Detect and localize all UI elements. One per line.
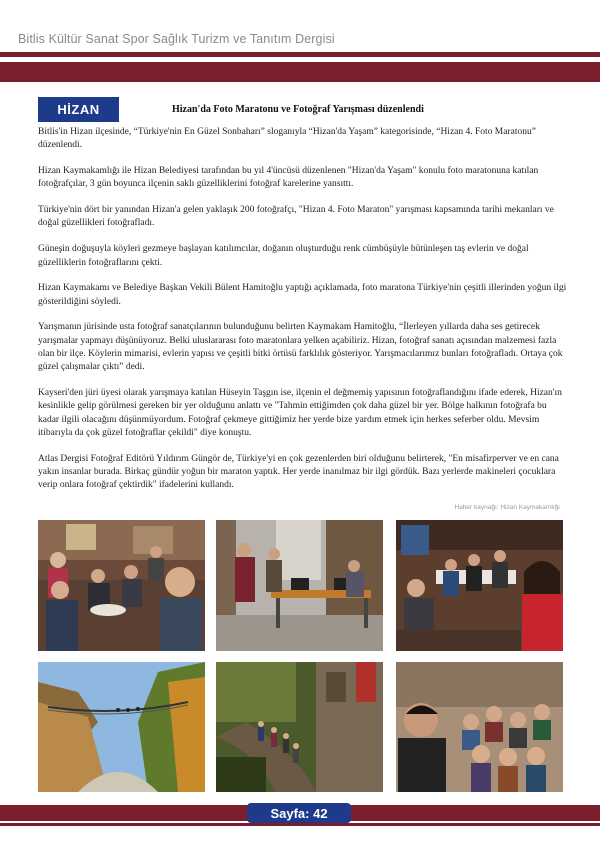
article-paragraph: Yarışmanın jürisinde usta fotoğraf sanatçılarının bulunduğunu belirten Kaymakam Hamitoğlu, “İlerleyen yıllarda daha ses getirecek yarışmalar yapmayı düşünüyoruz. Belki uluslararası foto maratonlara yelken açabiliriz. Hizan, fotoğraf sanatı açısından malzemesi fazla olan bir ilçe. Köylerin mimarisi, evlerin yapısı ve çeşitli bitki örtüsü farklılık gösteriyor. Yarışmacılarımız bunları fotoğrafladı. Ortaya çok güzel çalışmalar çıktı” dedi. (38, 322, 563, 373)
article-paragraph: Hizan Kaymakamlığı ile Hizan Belediyesi tarafından bu yıl 4'üncüsü düzenlenen "Hizan'da Yaşam" konulu foto maratonuna katılan fotoğrafçılar, 3 gün boyunca ilçenin saklı güzelliklerini fotoğraf karelerine yansıttı. (38, 166, 539, 190)
footer-thin-bar (0, 823, 600, 826)
header-thin-bar (0, 52, 600, 57)
article-paragraph: Hizan Kaymakamı ve Belediye Başkan Vekili Bülent Hamitoğlu yaptığı açıklamada, foto maratona Türkiye'nin çeşitli illerinden yoğun ilgi gösterildiğini söyledi. (38, 283, 567, 307)
group-selfie-photo (38, 520, 205, 651)
article-paragraph: Türkiye'nin dört bir yanından Hizan'a gelen yaklaşık 200 fotoğrafçı, "Hizan 4. Foto Maraton" yarışması kapsamında tarihi mekanları ve doğal güzellikleri fotoğrafladı. (38, 205, 554, 229)
article-paragraph: Bitlis'in Hizan ilçesinde, “Türkiye'nin En Güzel Sonbaharı” sloganıyla “Hizan'da Yaşam” kategorisinde, “Hizan 4. Foto Maratonu” düzenlendi. (38, 127, 536, 151)
suspension-bridge-photo (38, 662, 205, 792)
article-paragraph: Güneşin doğuşuyla köyleri gezmeye başlayan katılımcılar, doğanın oluşturduğu renk cümbüşüyle bütünleşen taş evlerin ve doğal güzelliklerin fotoğraflarını çekti. (38, 244, 529, 268)
page-number: Sayfa: 42 (247, 803, 351, 823)
article-body (38, 126, 568, 505)
news-source: Haber kaynağı: Hizan Kaymakamlığı (454, 504, 560, 511)
meeting-group-photo (396, 520, 563, 651)
section-tag: HİZAN (38, 97, 119, 122)
magazine-title: Bitlis Kültür Sanat Spor Sağlık Turizm ve Tanıtım Dergisi (18, 32, 335, 46)
article-paragraph: Atlas Dergisi Fotoğraf Editörü Yıldırım Güngör de, Türkiye'yi en çok gezenlerden biri olduğunu belirterek, "En misafirperver ve en cana yakın insanlar burada. Birkaç gündür yoğun bir maraton yaptık. Her yerde inanılmaz bir ilgi gördük. Bazı yerlerde makineleri çocuklara verip onlara fotoğraf çektirdik" ifadelerini kullandı. (38, 453, 559, 491)
article-paragraph: Kayseri'den jüri üyesi olarak yarışmaya katılan Hüseyin Taşgın ise, ilçenin el değmemiş yapısının fotoğraflandığını ifade ederek, Hizan'ın kesinlikle gelip görülmesi gereken bir yer olduğunu anlattı ve "Tahmin ettiğimden çok daha güzel bir yer. Bölge halkının fotoğrafa bu kadar ilgili olacağını düşünmüyordum. Fotoğraf çekmeye gittiğimiz her yerde bize yardım etmek için herkes seferber oldu. Mevsim itibarıyla da çok güzel fotoğraflar çekildi" diye konuştu. (38, 388, 562, 439)
village-path-photo (216, 662, 383, 792)
header-thick-bar (0, 62, 600, 82)
children-selfie-photo (396, 662, 563, 792)
workshop-room-photo (216, 520, 383, 651)
article-title: Hizan'da Foto Maratonu ve Fotoğraf Yarışması düzenlendi (172, 104, 424, 115)
